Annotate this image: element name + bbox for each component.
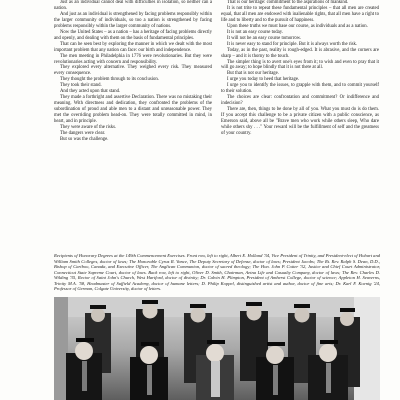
photo-caption: Recipients of Honorary Degrees at the 149th Commencement Exercises. Front row, left to right, Albert E. Holland '34, Vice President of Trinity, and President-elect of Hobart and William Smith Colleges, doctor of laws; The Honorable Cyrus R. Vance, The Deputy Secretary of Defense, doctor of laws; President Jacobs; The Rt. Rev. Ralph S. Dean, D.D., Bishop of Cariboo, Canada, and Executive Officer, The Anglican Communion, doctor of sacred theology; The Hon. John P. Cotter '32, Justice and Chief Court Administrator, Connecticut State Supreme Court, doctor of laws. Back row, left to right, Oliver D. Smith, Chairman, Aetna Life and Casualty Company, doctor of laws; The Rev. Charles D. Wilding '35, Rector of Saint John's Church, West Hartford, doctor of divinity; Dr. Calvin H. Plimpton, President of Amherst College, doctor of science; Appleton H. Seaverns, Trinity M.A. '58, Headmaster of Suffield Academy, doctor of humane letters; D. Philip Koppel, distinguished artist and author, doctor of fine arts; Dr. Karl F. Koenig '24, Professor of German, Colgate University, doctor of letters. — [54, 253, 380, 291]
paragraph: They made a forthright and assertive Declaration. There was no mistaking their meaning. With directness and dedication, they confronted the problems of the subordination of proud and able men to a distant and unreasonable power. They met the overriding problem head-on. They were totally committed in mind, in heart, and in principle. — [54, 95, 212, 125]
paragraph: It is never easy to stand for principle. But it is always worth the risk. — [227, 41, 358, 47]
paragraph: The dangers were clear. — [60, 130, 106, 136]
paragraph: Now the United States – as a nation – has a heritage of facing problems directly and openly, and dealing with them on the basis of fundamental principles. — [54, 29, 212, 41]
paragraph: There are, then, things to be done by all of you. What you must do is do them. If you accept this challenge to be a private citizen with a public conscience, as Emerson said, above all be "Brave men who work while others sleep, Who dare while others shy . . ." Your reward will be the fulfillment of self and the greatness of your country. — [221, 107, 379, 136]
paragraph: That can be seen best by exploring the manner in which we dealt with the most important problem that any nation can face: our birth and independence. — [54, 41, 212, 53]
paragraph: The choices are clear: confrontation and commitment? Or indifference and indecision? — [221, 95, 379, 107]
paragraph: It is not trite to repeat these fundamental principles – that all men are created equal, that all men are endowed with inalienable rights, that all men have a right to life and to liberty and to the pursuit of happiness. — [221, 5, 379, 23]
paragraph: They were aware of the risks. — [60, 125, 117, 131]
paragraph: And they acted upon that stand. — [60, 89, 121, 95]
paragraph: And just as an individual is strengthened by facing problems responsibly within the larger community of individuals, so too a nation is strengthened by facing problems responsibly within the larger community of nations. — [54, 11, 212, 29]
paragraph: Upon these truths we must base our course, as individuals and as a nation. — [227, 23, 368, 29]
paragraph: But that is not our heritage. — [227, 71, 279, 77]
paragraph: But so was the challenge. — [60, 136, 109, 142]
speech-text — [54, 0, 380, 252]
paragraph: I urge you to identify the issues, to grapple with them, and to commit yourself to their solution. — [221, 83, 379, 95]
paragraph: Just as an individual cannot deal with difficulties in isolation, so neither can a nation. — [54, 0, 212, 11]
paragraph: That is our heritage: commitment to the aspirations of mankind. — [227, 0, 349, 5]
paragraph: The simpler thing is to avert one's eyes from it; to wish and even to pray that it will go away; to hope blindly that it is not there at all. — [221, 59, 379, 71]
paragraph: Today, as in the past, reality is rough-edged. It is abrasive, and the corners are sharp – and it is thorny to the touch. — [221, 47, 379, 59]
paragraph: The men meeting in Philadelphia in 1776 were revolutionaries. But they were revolutionaries acting with concern and responsibility. — [54, 53, 212, 65]
paragraph: They thought the problem through to its conclusion. — [60, 77, 159, 83]
paragraph: It is not an easy course today. — [227, 29, 284, 35]
group-photo — [54, 297, 380, 400]
right-column — [221, 0, 379, 252]
left-column — [54, 0, 212, 252]
paragraph: They took their stand. — [60, 83, 102, 89]
paragraph: I urge you today to heed that heritage. — [227, 77, 300, 83]
paragraph: It will not be an easy course tomorrow. — [227, 35, 302, 41]
paragraph: They explored every alternative. They weighed every risk. They measured every consequence. — [54, 65, 212, 77]
